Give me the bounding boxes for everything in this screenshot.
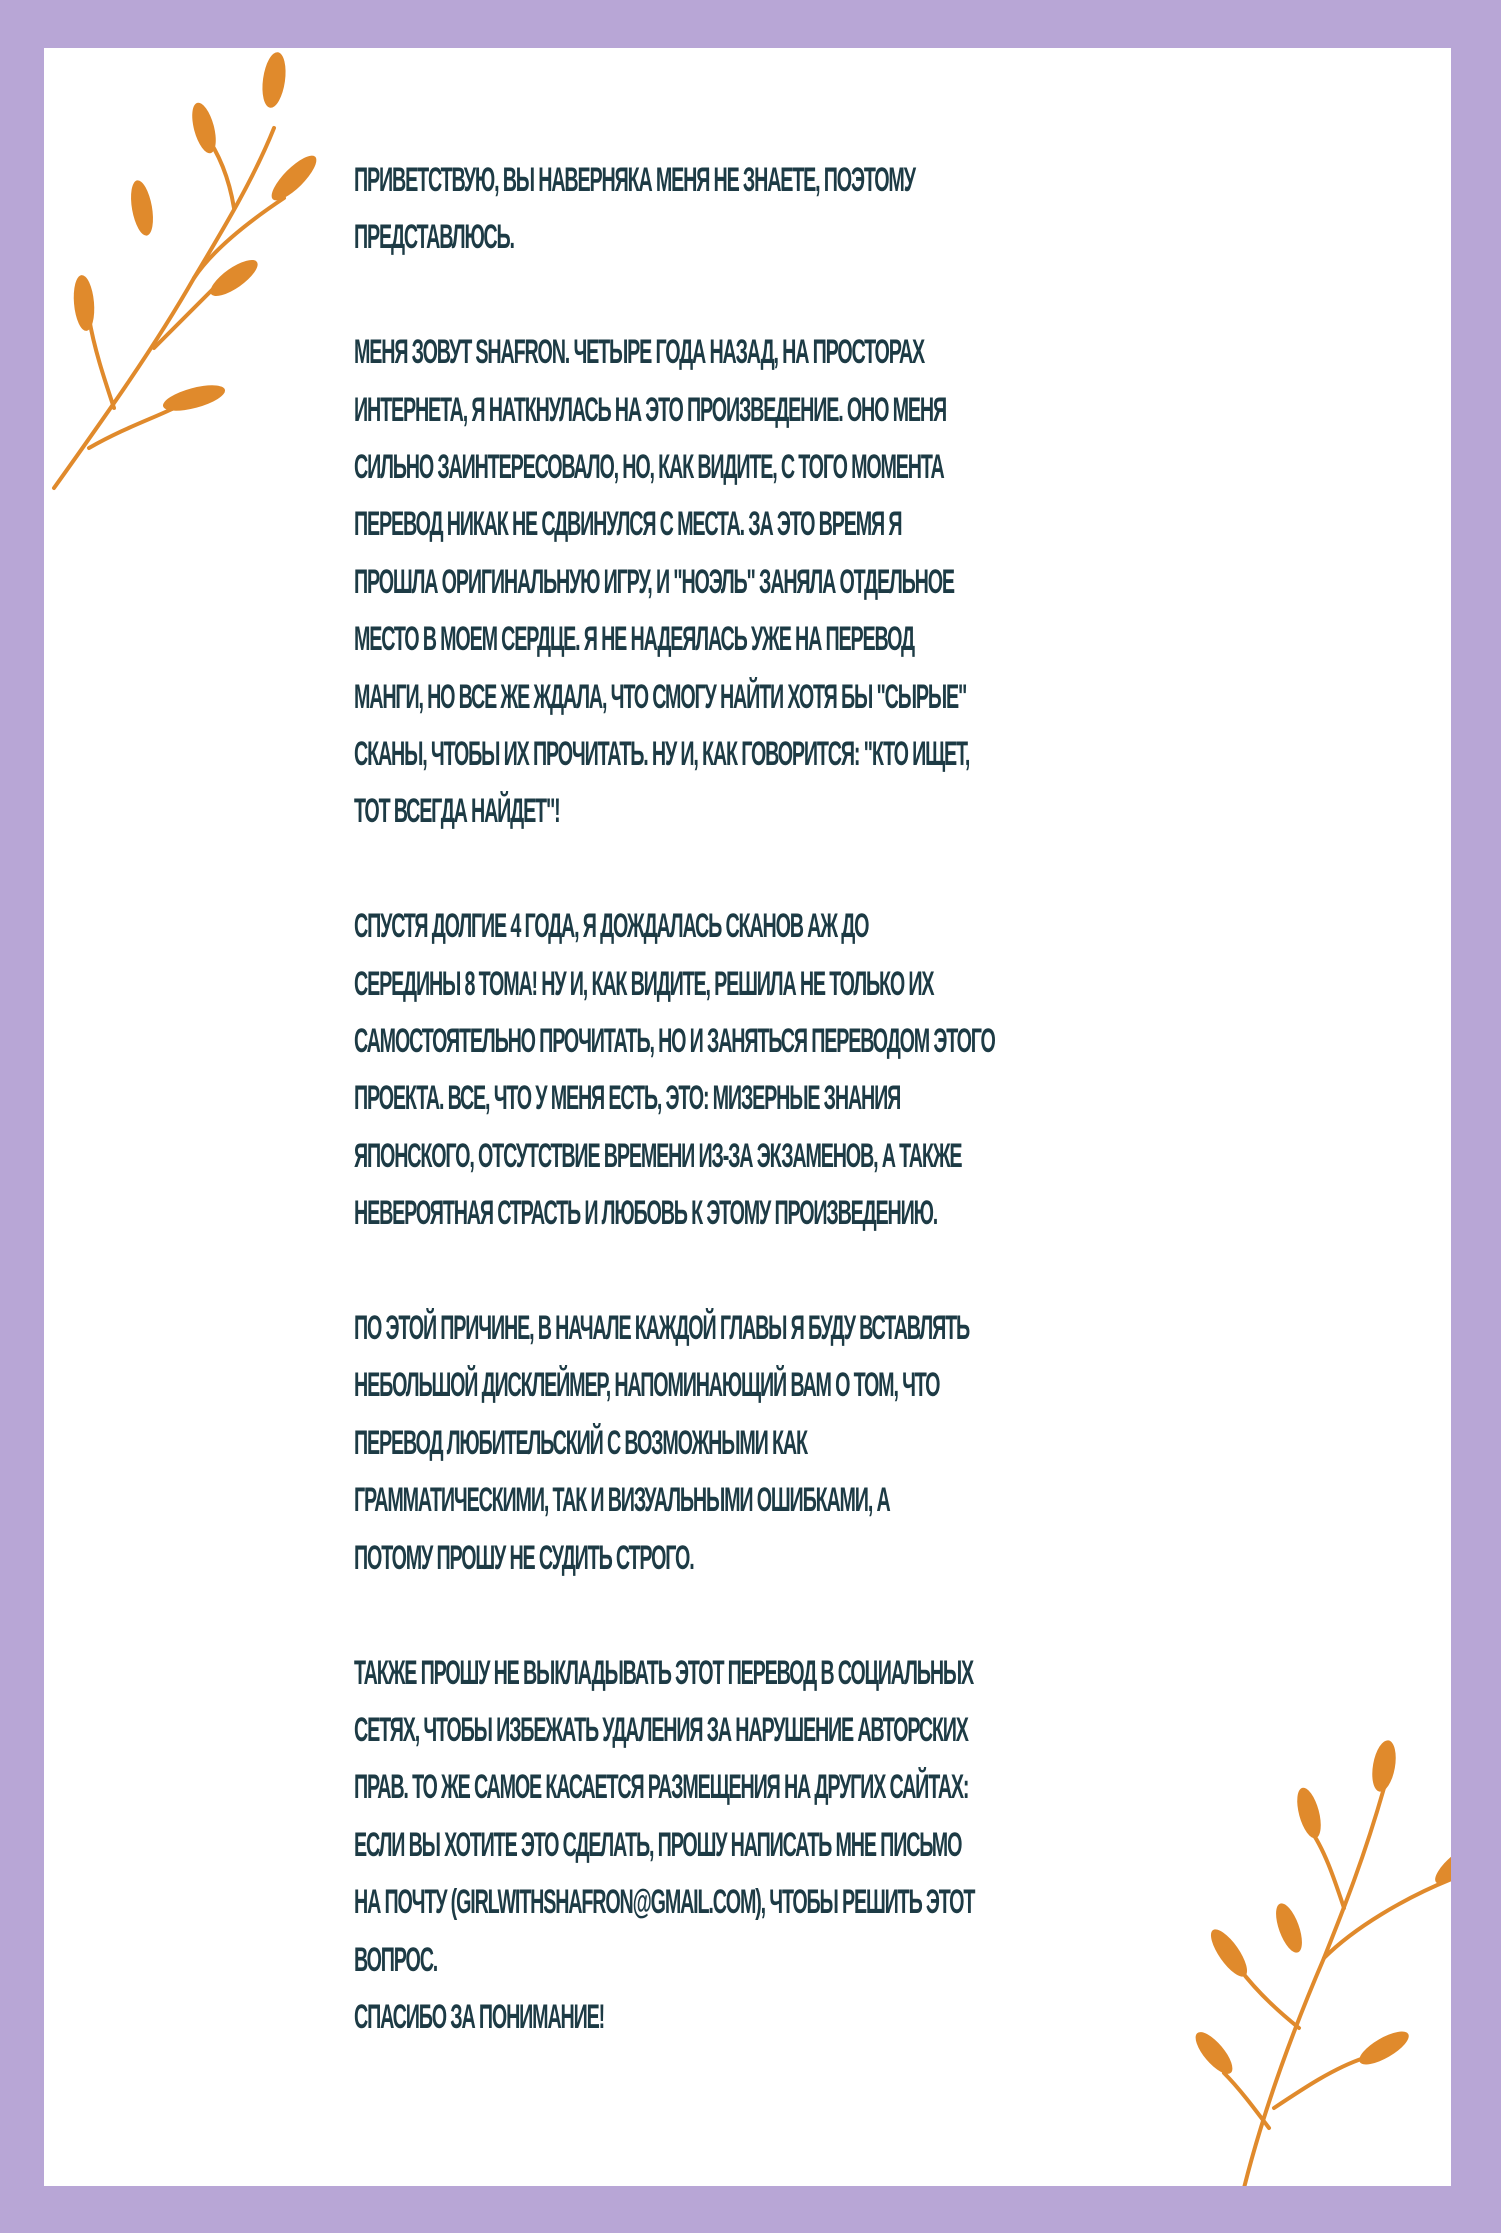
paragraph-request: ТАКЖЕ ПРОШУ НЕ ВЫКЛАДЫВАТЬ ЭТОТ ПЕРЕВОД В СОЦИАЛЬНЫХ СЕТЯХ, ЧТОБЫ ИЗБЕЖАТЬ УДАЛЕНИЯ ЗА НАРУШЕНИЕ АВТОРСКИХ ПРАВ. ТО ЖЕ САМОЕ КАСАЕТСЯ РАЗМЕЩЕНИЯ НА ДРУГИХ САЙТАХ: ЕСЛИ ВЫ ХОТИТЕ ЭТО СДЕЛАТЬ, ПРОШУ НАПИСАТЬ МНЕ ПИСЬМО НА ПОЧТУ (GIRLWITHSHAFRON@GMAIL.COM), ЧТОБЫ РЕШИТЬ ЭТОТ ВОПРОС. bbox=[354, 1653, 975, 1979]
paragraph-introduction: МЕНЯ ЗОВУТ SHAFRON. ЧЕТЫРЕ ГОДА НАЗАД, НА ПРОСТОРАХ ИНТЕРНЕТА, Я НАТКНУЛАСЬ НА ЭТО ПРОИЗВЕДЕНИЕ. ОНО МЕНЯ СИЛЬНО ЗАИНТЕРЕСОВАЛО, НО, КАК ВИДИТЕ, С ТОГО МОМЕНТА ПЕРЕВОД НИКАК НЕ СДВИНУЛСЯ С МЕСТА. ЗА ЭТО ВРЕМЯ Я ПРОШЛА ОРИГИНАЛЬНУЮ ИГРУ, И "НОЭЛЬ" ЗАНЯЛА ОТДЕЛЬНОЕ МЕСТО В МОЕМ СЕРДЦЕ. Я НЕ НАДЕЯЛАСЬ УЖЕ НА ПЕРЕВОД МАНГИ, НО ВСЕ ЖЕ ЖДАЛА, ЧТО СМОГУ НАЙТИ ХОТЯ БЫ "СЫРЫЕ" СКАНЫ, ЧТОБЫ ИХ ПРОЧИТАТЬ. НУ И, КАК ГОВОРИТСЯ: "КТО ИЩЕТ, ТОТ ВСЕГДА НАЙДЕТ"! bbox=[354, 333, 970, 831]
paragraph-thanks: СПАСИБО ЗА ПОНИМАНИЕ! bbox=[354, 1997, 605, 2036]
paragraph-disclaimer: ПО ЭТОЙ ПРИЧИНЕ, В НАЧАЛЕ КАЖДОЙ ГЛАВЫ Я БУДУ ВСТАВЛЯТЬ НЕБОЛЬШОЙ ДИСКЛЕЙМЕР, НАПОМИНАЮЩИЙ ВАМ О ТОМ, ЧТО ПЕРЕВОД ЛЮБИТЕЛЬСКИЙ С ВОЗМОЖНЫМИ КАК ГРАММАТИЧЕСКИМИ, ТАК И ВИЗУАЛЬНЫМИ ОШИБКАМИ, А ПОТОМУ ПРОШУ НЕ СУДИТЬ СТРОГО. bbox=[354, 1309, 969, 1577]
paragraph-project: СПУСТЯ ДОЛГИЕ 4 ГОДА, Я ДОЖДАЛАСЬ СКАНОВ АЖ ДО СЕРЕДИНЫ 8 ТОМА! НУ И, КАК ВИДИТЕ, РЕШИЛА НЕ ТОЛЬКО ИХ САМОСТОЯТЕЛЬНО ПРОЧИТАТЬ, НО И ЗАНЯТЬСЯ ПЕРЕВОДОМ ЭТОГО ПРОЕКТА. ВСЕ, ЧТО У МЕНЯ ЕСТЬ, ЭТО: МИЗЕРНЫЕ ЗНАНИЯ ЯПОНСКОГО, ОТСУТСТВИЕ ВРЕМЕНИ ИЗ-ЗА ЭКЗАМЕНОВ, А ТАКЖЕ НЕВЕРОЯТНАЯ СТРАСТЬ И ЛЮБОВЬ К ЭТОМУ ПРОИЗВЕДЕНИЮ. bbox=[354, 907, 995, 1233]
leaf-branch-icon bbox=[1184, 1728, 1451, 2186]
leaf-branch-icon bbox=[44, 48, 334, 518]
paragraph-greeting: ПРИВЕТСТВУЮ, ВЫ НАВЕРНЯКА МЕНЯ НЕ ЗНАЕТЕ, ПОЭТОМУ ПРЕДСТАВЛЮСЬ. bbox=[354, 161, 915, 257]
letter-body bbox=[354, 152, 995, 2046]
letter-page bbox=[44, 48, 1451, 2186]
